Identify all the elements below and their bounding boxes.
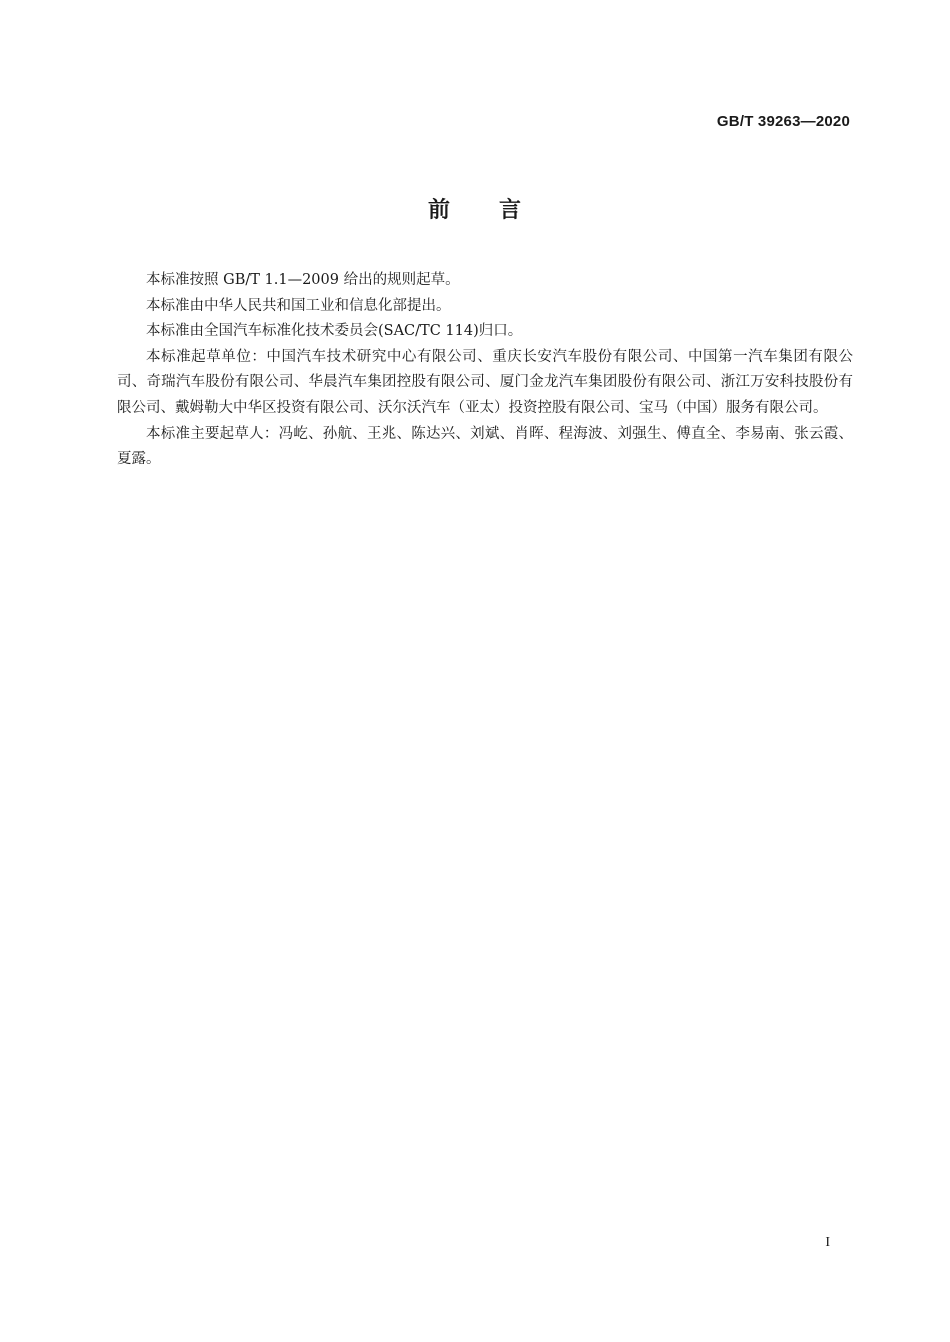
page-title: [0, 193, 950, 224]
page-number: I: [825, 1235, 830, 1250]
standard-number: GB/T 39263—2020: [716, 113, 850, 130]
title-char-1: 前: [427, 198, 451, 223]
paragraph-drafting-units: 本标准起草单位：中国汽车技术研究中心有限公司、重庆长安汽车股份有限公司、中国第一汽车集团有限公司、奇瑞汽车股份有限公司、华晨汽车集团控股有限公司、厦门金龙汽车集团股份有限公司、浙江万安科技股份有限公司、戴姆勒大中华区投资有限公司、沃尔沃汽车（亚太）投资控股有限公司、宝马（中国）服务有限公司。: [117, 348, 853, 416]
paragraph-drafters: 本标准主要起草人：冯屹、孙航、王兆、陈达兴、刘斌、肖晖、程海波、刘强生、傅直全、李易南、张云霞、夏露。: [117, 425, 853, 468]
paragraph-proposer: 本标准由中华人民共和国工业和信息化部提出。: [146, 297, 451, 314]
paragraph-administration: 本标准由全国汽车标准化技术委员会(SAC/TC 114)归口。: [146, 323, 523, 340]
foreword-body: [117, 268, 853, 473]
paragraph-drafting-rules: 本标准按照 GB/T 1.1—2009 给出的规则起草。: [146, 272, 460, 288]
title-char-2: 言: [499, 198, 523, 223]
